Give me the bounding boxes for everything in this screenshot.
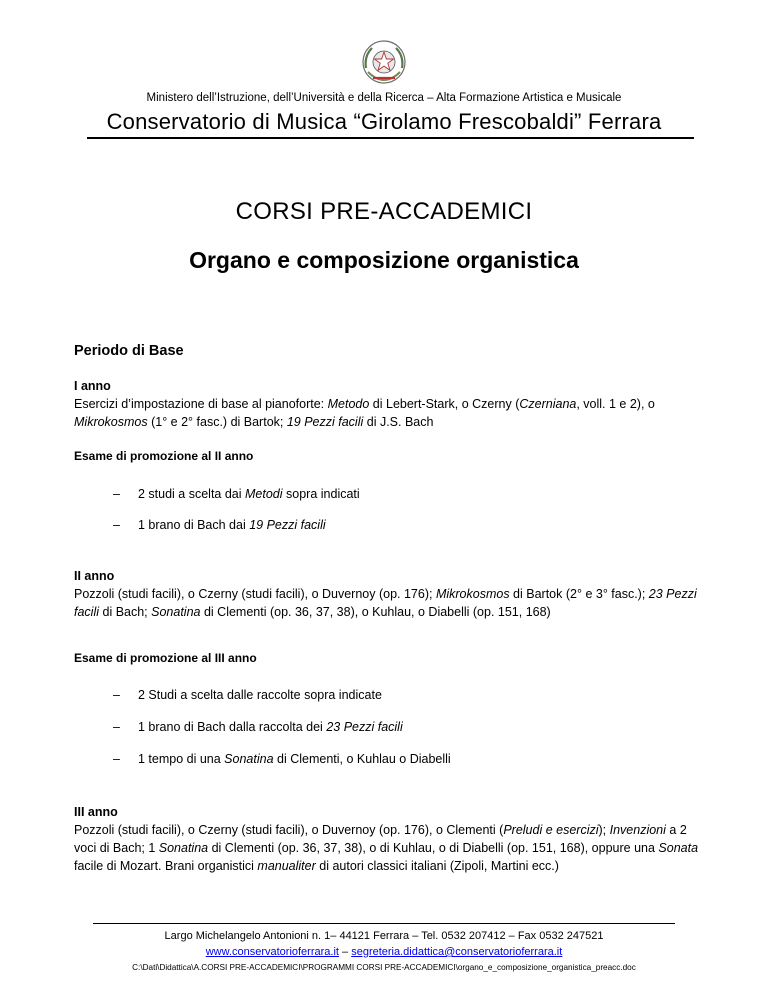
italian-republic-emblem-icon [360,38,408,86]
list-item: – 1 brano di Bach dai 19 Pezzi facili [113,518,326,532]
year-3-title: III anno [74,805,118,819]
year-2-block [74,567,704,621]
file-path: C:\Dati\Didattica\A.CORSI PRE-ACCADEMICI\PROGRAMMI CORSI PRE-ACCADEMICI\organo_e_composizione_organistica_preacc.doc [132,963,636,972]
website-link[interactable]: www.conservatorioferrara.it [205,946,339,958]
email-link[interactable]: segreteria.didattica@conservatorioferrara.it [351,946,563,958]
ministry-header: Ministero dell’Istruzione, dell’Università e della Ricerca – Alta Formazione Artistica e Musicale [146,92,622,104]
list-item: – 1 tempo di una Sonatina di Clementi, o Kuhlau o Diabelli [113,752,451,766]
year-1-program: Esercizi d’impostazione di base al pianoforte: Metodo di Lebert-Stark, o Czerny (Czerniana, voll. 1 e 2), o Mikrokosmos (1° e 2° fasc.) di Bartok; 19 Pezzi facili di J.S. Bach [74,397,655,430]
footer-address: Largo Michelangelo Antonioni n. 1– 44121 Ferrara – Tel. 0532 207412 – Fax 0532 247521 [164,930,604,942]
year-3-program: Pozzoli (studi facili), o Czerny (studi facili), o Duvernoy (op. 176), o Clementi (Preludi e esercizi); Invenzioni a 2 voci di Bach; 1 Sonatina di Clementi (op. 36, 37, 38), o di Kuhlau, o di Diabelli (op. 151, 168), oppure una Sonata facile di Mozart. Brani organistici manualiter di autori classici italiani (Zipoli, Martini ecc.) [74,823,699,874]
exam-2-title: Esame di promozione al II anno [74,449,254,463]
header-divider [87,137,694,139]
footer-links: www.conservatorioferrara.it – segreteria.didattica@conservatorioferrara.it [205,946,563,958]
exam-3-block [74,650,704,667]
page-heading: CORSI PRE-ACCADEMICI [235,198,533,225]
year-1-block [74,377,704,431]
exam-2-block [74,448,704,465]
year-2-title: II anno [74,569,115,583]
course-title: Organo e composizione organistica [189,247,579,273]
year-1-title: I anno [74,379,111,393]
list-item: – 1 brano di Bach dalla raccolta dei 23 Pezzi facili [113,720,403,734]
year-3-block [74,803,704,876]
conservatory-name: Conservatorio di Musica “Girolamo Frescobaldi” Ferrara [106,109,662,134]
exam-3-title: Esame di promozione al III anno [74,651,257,665]
list-item: – 2 Studi a scelta dalle raccolte sopra indicate [113,688,382,702]
section-title: Periodo di Base [74,343,184,359]
footer-divider [93,923,675,924]
list-item: – 2 studi a scelta dai Metodi sopra indicati [113,487,360,501]
year-2-program: Pozzoli (studi facili), o Czerny (studi facili), o Duvernoy (op. 176); Mikrokosmos di Bartok (2° e 3° fasc.); 23 Pezzi facili di Bach; Sonatina di Clementi (op. 36, 37, 38), o Kuhlau, o Diabelli (op. 151, 168) [74,587,697,620]
